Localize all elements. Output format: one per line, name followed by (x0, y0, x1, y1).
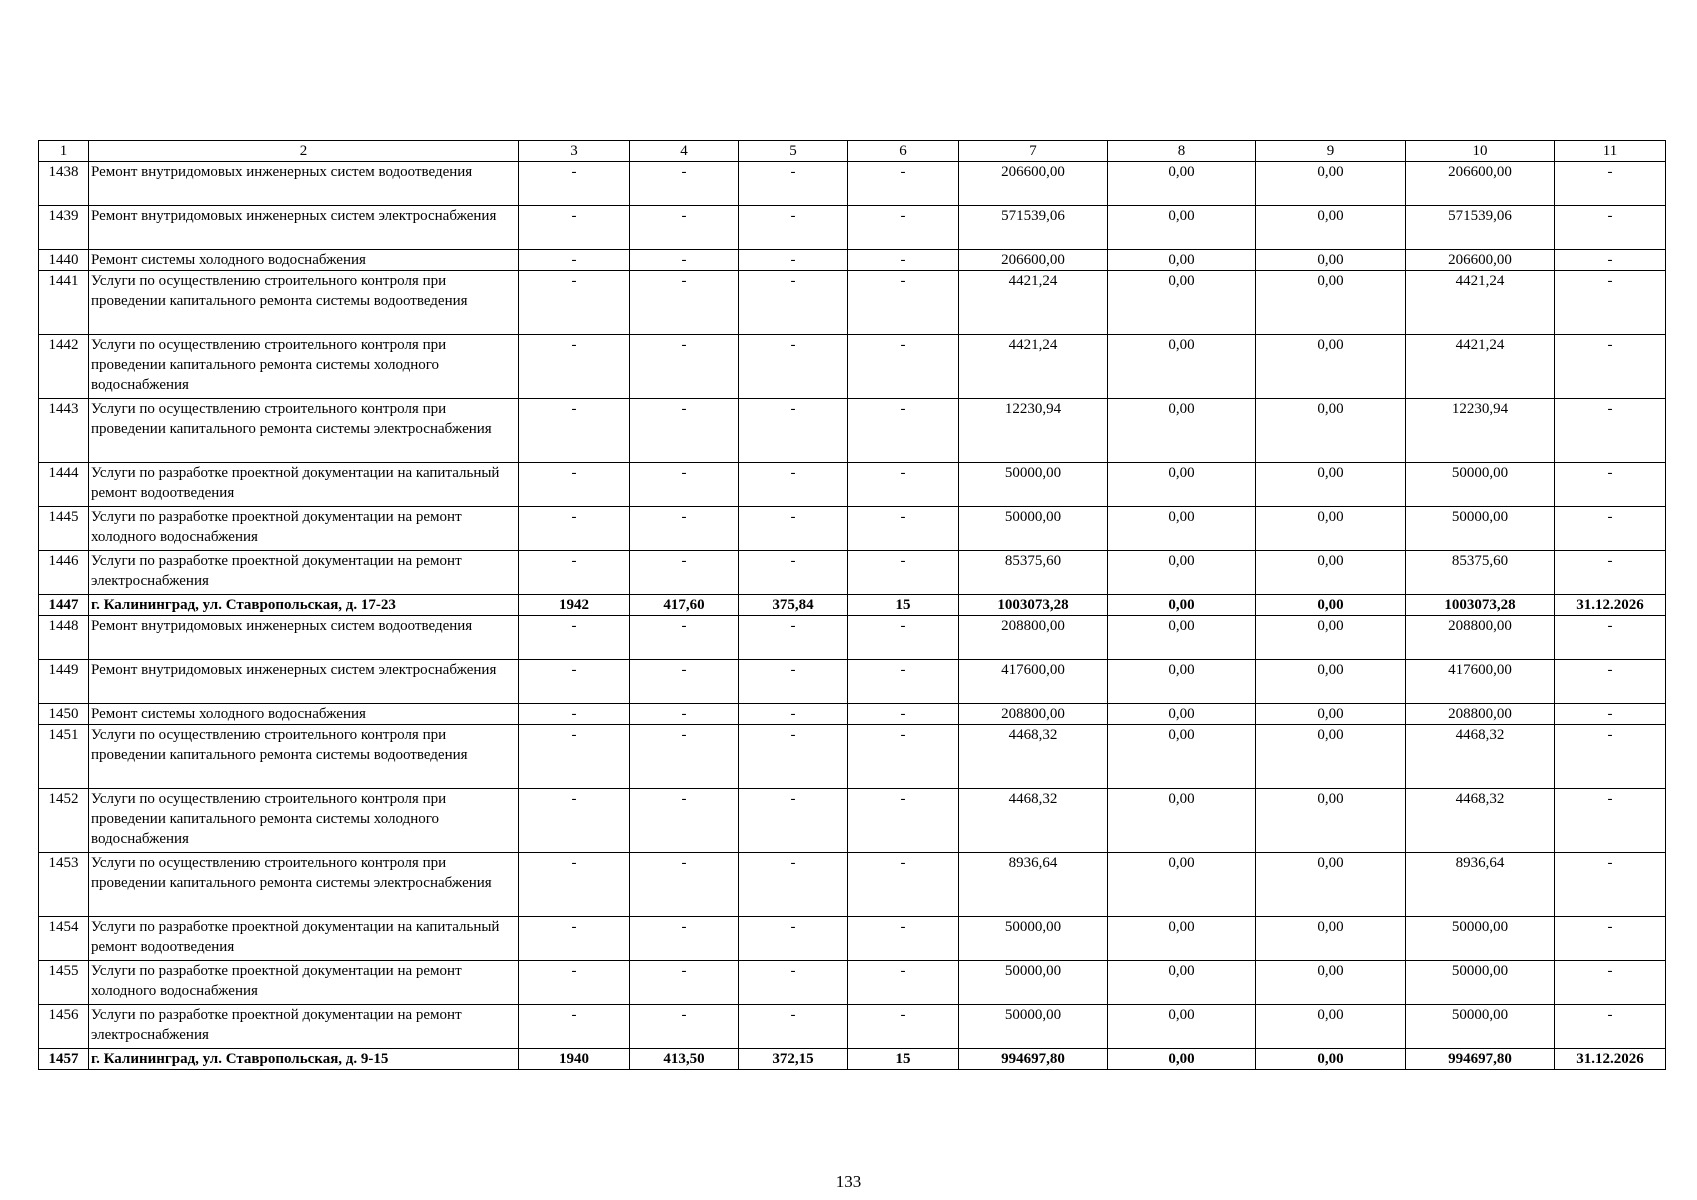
value-cell: - (848, 507, 959, 551)
value-cell: - (1555, 789, 1666, 853)
item-name-cell: Ремонт системы холодного водоснабжения (89, 704, 519, 725)
value-cell: - (519, 704, 630, 725)
value-cell: - (848, 917, 959, 961)
value-cell: - (1555, 853, 1666, 917)
value-cell: - (1555, 725, 1666, 789)
item-name-cell: Услуги по осуществлению строительного контроля при проведении капитального ремонта системы холодного водоснабжения (89, 789, 519, 853)
value-cell: 206600,00 (1406, 162, 1555, 206)
table-row (39, 1049, 1666, 1070)
value-cell: 0,00 (1108, 616, 1256, 660)
value-cell: 0,00 (1108, 399, 1256, 463)
row-number-cell: 1443 (39, 399, 89, 463)
value-cell: 50000,00 (1406, 463, 1555, 507)
value-cell: 0,00 (1256, 1049, 1406, 1070)
value-cell: 417600,00 (959, 660, 1108, 704)
value-cell: - (1555, 271, 1666, 335)
item-name-cell: Услуги по разработке проектной документации на ремонт электроснабжения (89, 1005, 519, 1049)
value-cell: - (739, 853, 848, 917)
table-row (39, 162, 1666, 206)
row-number-cell: 1448 (39, 616, 89, 660)
value-cell: - (519, 507, 630, 551)
value-cell: - (1555, 250, 1666, 271)
value-cell: 4468,32 (1406, 725, 1555, 789)
value-cell: 994697,80 (959, 1049, 1108, 1070)
value-cell: - (739, 660, 848, 704)
value-cell: - (739, 335, 848, 399)
value-cell: 0,00 (1108, 725, 1256, 789)
row-number-cell: 1440 (39, 250, 89, 271)
value-cell: - (1555, 463, 1666, 507)
value-cell: 417600,00 (1406, 660, 1555, 704)
value-cell: - (739, 917, 848, 961)
item-name-cell: Услуги по осуществлению строительного контроля при проведении капитального ремонта системы электроснабжения (89, 399, 519, 463)
col-header: 7 (959, 141, 1108, 162)
col-header: 2 (89, 141, 519, 162)
value-cell: 0,00 (1256, 250, 1406, 271)
value-cell: - (739, 162, 848, 206)
value-cell: - (1555, 507, 1666, 551)
item-name-cell: Ремонт внутридомовых инженерных систем водоотведения (89, 162, 519, 206)
value-cell: - (630, 660, 739, 704)
value-cell: - (739, 704, 848, 725)
value-cell: 4421,24 (1406, 335, 1555, 399)
value-cell: - (848, 335, 959, 399)
value-cell: 0,00 (1256, 399, 1406, 463)
row-number-cell: 1438 (39, 162, 89, 206)
value-cell: - (630, 399, 739, 463)
row-number-cell: 1456 (39, 1005, 89, 1049)
value-cell: - (519, 551, 630, 595)
value-cell: 0,00 (1108, 206, 1256, 250)
row-number-cell: 1445 (39, 507, 89, 551)
value-cell: 0,00 (1108, 162, 1256, 206)
value-cell: 0,00 (1108, 250, 1256, 271)
value-cell: - (630, 206, 739, 250)
value-cell: - (630, 271, 739, 335)
value-cell: 85375,60 (959, 551, 1108, 595)
value-cell: 31.12.2026 (1555, 595, 1666, 616)
value-cell: 4421,24 (959, 271, 1108, 335)
value-cell: 206600,00 (1406, 250, 1555, 271)
value-cell: 12230,94 (1406, 399, 1555, 463)
repair-schedule-table (38, 140, 1666, 1070)
value-cell: 0,00 (1256, 206, 1406, 250)
value-cell: - (1555, 1005, 1666, 1049)
value-cell: - (630, 789, 739, 853)
value-cell: - (848, 725, 959, 789)
col-header: 5 (739, 141, 848, 162)
value-cell: 0,00 (1108, 1005, 1256, 1049)
col-header: 1 (39, 141, 89, 162)
value-cell: - (1555, 660, 1666, 704)
col-header: 3 (519, 141, 630, 162)
value-cell: 1940 (519, 1049, 630, 1070)
table-row (39, 853, 1666, 917)
value-cell: 4421,24 (1406, 271, 1555, 335)
table-row (39, 660, 1666, 704)
value-cell: 0,00 (1108, 1049, 1256, 1070)
value-cell: 417,60 (630, 595, 739, 616)
value-cell: - (519, 271, 630, 335)
row-number-cell: 1455 (39, 961, 89, 1005)
row-number-cell: 1441 (39, 271, 89, 335)
value-cell: - (848, 206, 959, 250)
col-header: 11 (1555, 141, 1666, 162)
table-row (39, 206, 1666, 250)
value-cell: - (1555, 399, 1666, 463)
value-cell: - (519, 463, 630, 507)
value-cell: - (739, 399, 848, 463)
value-cell: 4468,32 (959, 789, 1108, 853)
value-cell: - (848, 399, 959, 463)
value-cell: 0,00 (1256, 917, 1406, 961)
value-cell: - (739, 206, 848, 250)
value-cell: 0,00 (1256, 463, 1406, 507)
value-cell: 994697,80 (1406, 1049, 1555, 1070)
table-row (39, 789, 1666, 853)
col-header: 10 (1406, 141, 1555, 162)
value-cell: 0,00 (1108, 961, 1256, 1005)
value-cell: 0,00 (1256, 162, 1406, 206)
value-cell: 0,00 (1108, 463, 1256, 507)
value-cell: 0,00 (1256, 725, 1406, 789)
value-cell: - (848, 250, 959, 271)
value-cell: - (739, 616, 848, 660)
value-cell: - (519, 162, 630, 206)
value-cell: - (739, 250, 848, 271)
value-cell: 50000,00 (959, 1005, 1108, 1049)
row-number-cell: 1446 (39, 551, 89, 595)
value-cell: - (630, 704, 739, 725)
value-cell: 15 (848, 595, 959, 616)
value-cell: 50000,00 (1406, 961, 1555, 1005)
row-number-cell: 1447 (39, 595, 89, 616)
item-name-cell: Ремонт системы холодного водоснабжения (89, 250, 519, 271)
value-cell: 8936,64 (1406, 853, 1555, 917)
item-name-cell: Услуги по разработке проектной документации на ремонт холодного водоснабжения (89, 507, 519, 551)
value-cell: 372,15 (739, 1049, 848, 1070)
value-cell: 1003073,28 (959, 595, 1108, 616)
value-cell: - (630, 725, 739, 789)
value-cell: - (519, 616, 630, 660)
value-cell: 0,00 (1256, 789, 1406, 853)
table-row (39, 704, 1666, 725)
col-header: 6 (848, 141, 959, 162)
value-cell: 50000,00 (959, 507, 1108, 551)
table-row (39, 551, 1666, 595)
value-cell: - (848, 660, 959, 704)
value-cell: - (519, 660, 630, 704)
value-cell: 85375,60 (1406, 551, 1555, 595)
value-cell: 1003073,28 (1406, 595, 1555, 616)
value-cell: - (519, 206, 630, 250)
value-cell: 4468,32 (1406, 789, 1555, 853)
item-name-cell: Услуги по осуществлению строительного контроля при проведении капитального ремонта системы холодного водоснабжения (89, 335, 519, 399)
item-name-cell: Ремонт внутридомовых инженерных систем электроснабжения (89, 206, 519, 250)
col-header: 9 (1256, 141, 1406, 162)
col-header: 8 (1108, 141, 1256, 162)
value-cell: 0,00 (1108, 551, 1256, 595)
value-cell: 50000,00 (1406, 1005, 1555, 1049)
value-cell: 0,00 (1256, 1005, 1406, 1049)
table-row (39, 595, 1666, 616)
value-cell: 0,00 (1108, 789, 1256, 853)
table-row (39, 1005, 1666, 1049)
value-cell: 0,00 (1108, 335, 1256, 399)
value-cell: - (739, 507, 848, 551)
table-row (39, 507, 1666, 551)
value-cell: 208800,00 (959, 704, 1108, 725)
value-cell: - (739, 271, 848, 335)
table-row (39, 961, 1666, 1005)
value-cell: - (1555, 206, 1666, 250)
value-cell: - (630, 551, 739, 595)
value-cell: 0,00 (1256, 551, 1406, 595)
value-cell: 1942 (519, 595, 630, 616)
item-name-cell: Услуги по осуществлению строительного контроля при проведении капитального ремонта системы водоотведения (89, 725, 519, 789)
value-cell: - (630, 463, 739, 507)
value-cell: 375,84 (739, 595, 848, 616)
value-cell: - (519, 789, 630, 853)
value-cell: 571539,06 (1406, 206, 1555, 250)
row-number-cell: 1444 (39, 463, 89, 507)
item-name-cell: г. Калининград, ул. Ставропольская, д. 9-15 (89, 1049, 519, 1070)
value-cell: - (630, 961, 739, 1005)
value-cell: - (630, 853, 739, 917)
value-cell: 0,00 (1108, 660, 1256, 704)
item-name-cell: Ремонт внутридомовых инженерных систем электроснабжения (89, 660, 519, 704)
item-name-cell: Услуги по разработке проектной документации на ремонт холодного водоснабжения (89, 961, 519, 1005)
item-name-cell: Ремонт внутридомовых инженерных систем водоотведения (89, 616, 519, 660)
item-name-cell: Услуги по осуществлению строительного контроля при проведении капитального ремонта системы электроснабжения (89, 853, 519, 917)
value-cell: 571539,06 (959, 206, 1108, 250)
value-cell: - (630, 1005, 739, 1049)
item-name-cell: Услуги по осуществлению строительного контроля при проведении капитального ремонта системы водоотведения (89, 271, 519, 335)
value-cell: 0,00 (1256, 271, 1406, 335)
value-cell: - (848, 616, 959, 660)
table-row (39, 271, 1666, 335)
value-cell: - (739, 725, 848, 789)
item-name-cell: Услуги по разработке проектной документации на капитальный ремонт водоотведения (89, 463, 519, 507)
value-cell: - (739, 1005, 848, 1049)
value-cell: - (848, 551, 959, 595)
value-cell: 0,00 (1256, 961, 1406, 1005)
table-row (39, 463, 1666, 507)
value-cell: - (519, 1005, 630, 1049)
row-number-cell: 1454 (39, 917, 89, 961)
value-cell: - (1555, 551, 1666, 595)
value-cell: 50000,00 (959, 961, 1108, 1005)
value-cell: 208800,00 (1406, 616, 1555, 660)
value-cell: - (848, 271, 959, 335)
item-name-cell: г. Калининград, ул. Ставропольская, д. 17-23 (89, 595, 519, 616)
row-number-cell: 1439 (39, 206, 89, 250)
value-cell: - (739, 961, 848, 1005)
value-cell: 0,00 (1108, 271, 1256, 335)
value-cell: 50000,00 (959, 917, 1108, 961)
value-cell: - (1555, 335, 1666, 399)
value-cell: 0,00 (1256, 335, 1406, 399)
value-cell: - (519, 335, 630, 399)
value-cell: 31.12.2026 (1555, 1049, 1666, 1070)
value-cell: 0,00 (1108, 507, 1256, 551)
value-cell: 0,00 (1108, 853, 1256, 917)
value-cell: - (519, 725, 630, 789)
value-cell: 0,00 (1108, 595, 1256, 616)
value-cell: - (519, 853, 630, 917)
value-cell: 4468,32 (959, 725, 1108, 789)
col-header: 4 (630, 141, 739, 162)
value-cell: 413,50 (630, 1049, 739, 1070)
row-number-cell: 1450 (39, 704, 89, 725)
value-cell: - (1555, 704, 1666, 725)
value-cell: 206600,00 (959, 162, 1108, 206)
value-cell: 0,00 (1256, 595, 1406, 616)
page-number: 133 (835, 1172, 862, 1191)
value-cell: 15 (848, 1049, 959, 1070)
table-row (39, 917, 1666, 961)
table-row (39, 335, 1666, 399)
value-cell: - (848, 961, 959, 1005)
value-cell: - (630, 917, 739, 961)
table-row (39, 725, 1666, 789)
value-cell: - (848, 162, 959, 206)
value-cell: - (630, 250, 739, 271)
value-cell: 8936,64 (959, 853, 1108, 917)
value-cell: 208800,00 (1406, 704, 1555, 725)
value-cell: - (739, 463, 848, 507)
value-cell: 12230,94 (959, 399, 1108, 463)
value-cell: - (630, 507, 739, 551)
value-cell: 4421,24 (959, 335, 1108, 399)
value-cell: 0,00 (1256, 704, 1406, 725)
value-cell: 0,00 (1256, 853, 1406, 917)
value-cell: - (1555, 961, 1666, 1005)
value-cell: 208800,00 (959, 616, 1108, 660)
value-cell: - (519, 917, 630, 961)
value-cell: - (519, 399, 630, 463)
value-cell: 0,00 (1108, 917, 1256, 961)
item-name-cell: Услуги по разработке проектной документации на ремонт электроснабжения (89, 551, 519, 595)
value-cell: - (1555, 616, 1666, 660)
value-cell: - (630, 335, 739, 399)
value-cell: - (739, 551, 848, 595)
value-cell: 206600,00 (959, 250, 1108, 271)
row-number-cell: 1442 (39, 335, 89, 399)
value-cell: - (848, 1005, 959, 1049)
value-cell: 0,00 (1256, 616, 1406, 660)
value-cell: 0,00 (1256, 660, 1406, 704)
row-number-cell: 1449 (39, 660, 89, 704)
value-cell: - (848, 463, 959, 507)
value-cell: - (1555, 162, 1666, 206)
value-cell: 50000,00 (959, 463, 1108, 507)
row-number-cell: 1452 (39, 789, 89, 853)
value-cell: - (739, 789, 848, 853)
value-cell: - (519, 961, 630, 1005)
value-cell: 0,00 (1108, 704, 1256, 725)
row-number-cell: 1453 (39, 853, 89, 917)
value-cell: - (848, 789, 959, 853)
row-number-cell: 1457 (39, 1049, 89, 1070)
row-number-cell: 1451 (39, 725, 89, 789)
value-cell: - (1555, 917, 1666, 961)
table-row (39, 616, 1666, 660)
value-cell: 50000,00 (1406, 917, 1555, 961)
value-cell: - (848, 853, 959, 917)
value-cell: 0,00 (1256, 507, 1406, 551)
value-cell: - (630, 616, 739, 660)
value-cell: - (519, 250, 630, 271)
column-number-row (39, 141, 1666, 162)
item-name-cell: Услуги по разработке проектной документации на капитальный ремонт водоотведения (89, 917, 519, 961)
value-cell: - (848, 704, 959, 725)
table-row (39, 399, 1666, 463)
value-cell: - (630, 162, 739, 206)
value-cell: 50000,00 (1406, 507, 1555, 551)
table-row (39, 250, 1666, 271)
